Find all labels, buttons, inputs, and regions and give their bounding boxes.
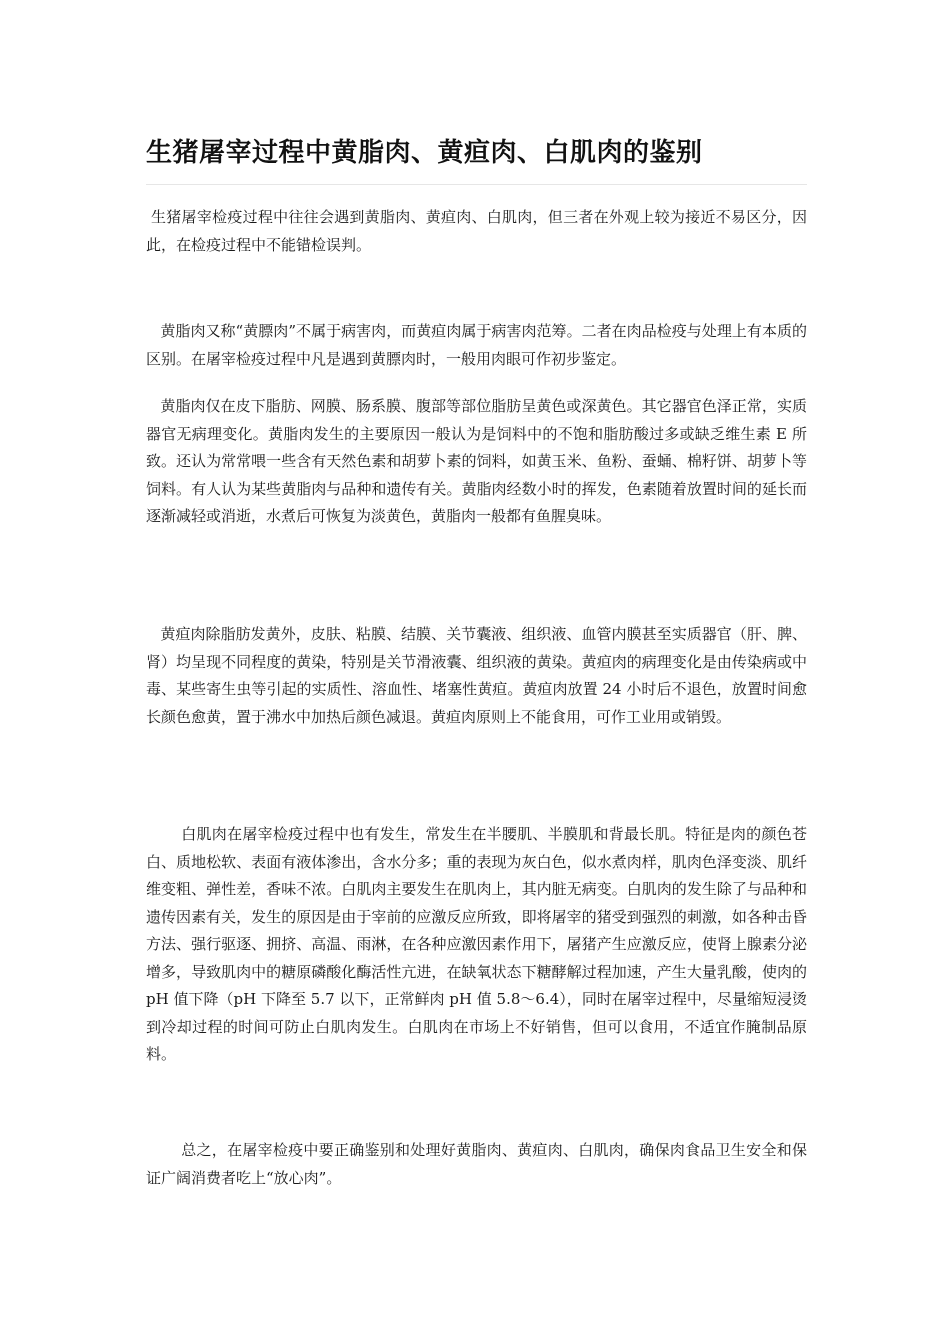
paragraph-yellow-fat-overview: 黄脂肉又称“黄膘肉”不属于病害肉，而黄疸肉属于病害肉范筹。二者在肉品检疫与处理上有本质的区别。在屠宰检疫过程中凡是遇到黄膘肉时，一般用肉眼可作初步鉴定。 xyxy=(146,322,808,368)
paragraph-jaundice-meat: 黄疸肉除脂肪发黄外，皮肤、粘膜、结膜、关节囊液、组织液、血管内膜甚至实质器官（肝、脾、肾）均呈现不同程度的黄染，特别是关节滑液囊、组织液的黄染。黄疸肉的病理变化是由传染病或中毒、某些寄生虫等引起的实质性、溶血性、堵塞性黄疸。黄疸肉放置 24 小时后不退色，放置时间愈长颜色愈黄，置于沸水中加热后颜色减退。黄疸肉原则上不能食用，可作工业用或销毁。 xyxy=(146,625,807,726)
paragraph-pale-meat: 白肌肉在屠宰检疫过程中也有发生，常发生在半腰肌、半膜肌和背最长肌。特征是肉的颜色苍白、质地松软、表面有液体渗出，含水分多；重的表现为灰白色，似水煮肉样，肌肉色泽变淡、肌纤维变粗、弹性差，香味不浓。白肌肉主要发生在肌肉上，其内脏无病变。白肌肉的发生除了与品种和遗传因素有关，发生的原因是由于宰前的应激反应所致，即将屠宰的猪受到强烈的刺激，如各种击昏方法、强行驱逐、拥挤、高温、雨淋，在各种应激因素作用下，屠猪产生应激反应，使肾上腺素分泌增多，导致肌肉中的糖原磷酸化酶活性亢进，在缺氧状态下糖酵解过程加速，产生大量乳酸，使肉的 pH 值下降（pH 下降至 5.7 以下，正常鲜肉 pH 值 5.8～6.4），同时在屠宰过程中，尽量缩短浸烫到冷却过程的时间可防止白肌肉发生。白肌肉在市场上不好销售，但可以食用，不适宜作腌制品原料。 xyxy=(146,825,812,1063)
paragraph-conclusion: 总之，在屠宰检疫中要正确鉴别和处理好黄脂肉、黄疸肉、白肌肉，确保肉食品卫生安全和保证广阔消费者吃上“放心肉”。 xyxy=(146,1141,807,1187)
paragraph-intro: 生猪屠宰检疫过程中往往会遇到黄脂肉、黄疸肉、白肌肉，但三者在外观上较为接近不易区分，因此，在检疫过程中不能错检误判。 xyxy=(146,208,807,254)
title-divider xyxy=(146,184,807,185)
document-title: 生猪屠宰过程中黄脂肉、黄疸肉、白肌肉的鉴别 xyxy=(146,138,703,168)
paragraph-yellow-fat-detail: 黄脂肉仅在皮下脂肪、网膜、肠系膜、腹部等部位脂肪呈黄色或深黄色。其它器官色泽正常，实质器官无病理变化。黄脂肉发生的主要原因一般认为是饲料中的不饱和脂肪酸过多或缺乏维生素 E 所致。还认为常常喂一些含有天然色素和胡萝卜素的饲料，如黄玉米、鱼粉、蚕蛹、棉籽饼、胡萝卜等饲料。有人认为某些黄脂肉与品种和遗传有关。黄脂肉经数小时的挥发，色素随着放置时间的延长而逐渐减轻或消逝，水煮后可恢复为淡黄色，黄脂肉一般都有鱼腥臭味。 xyxy=(146,397,807,525)
